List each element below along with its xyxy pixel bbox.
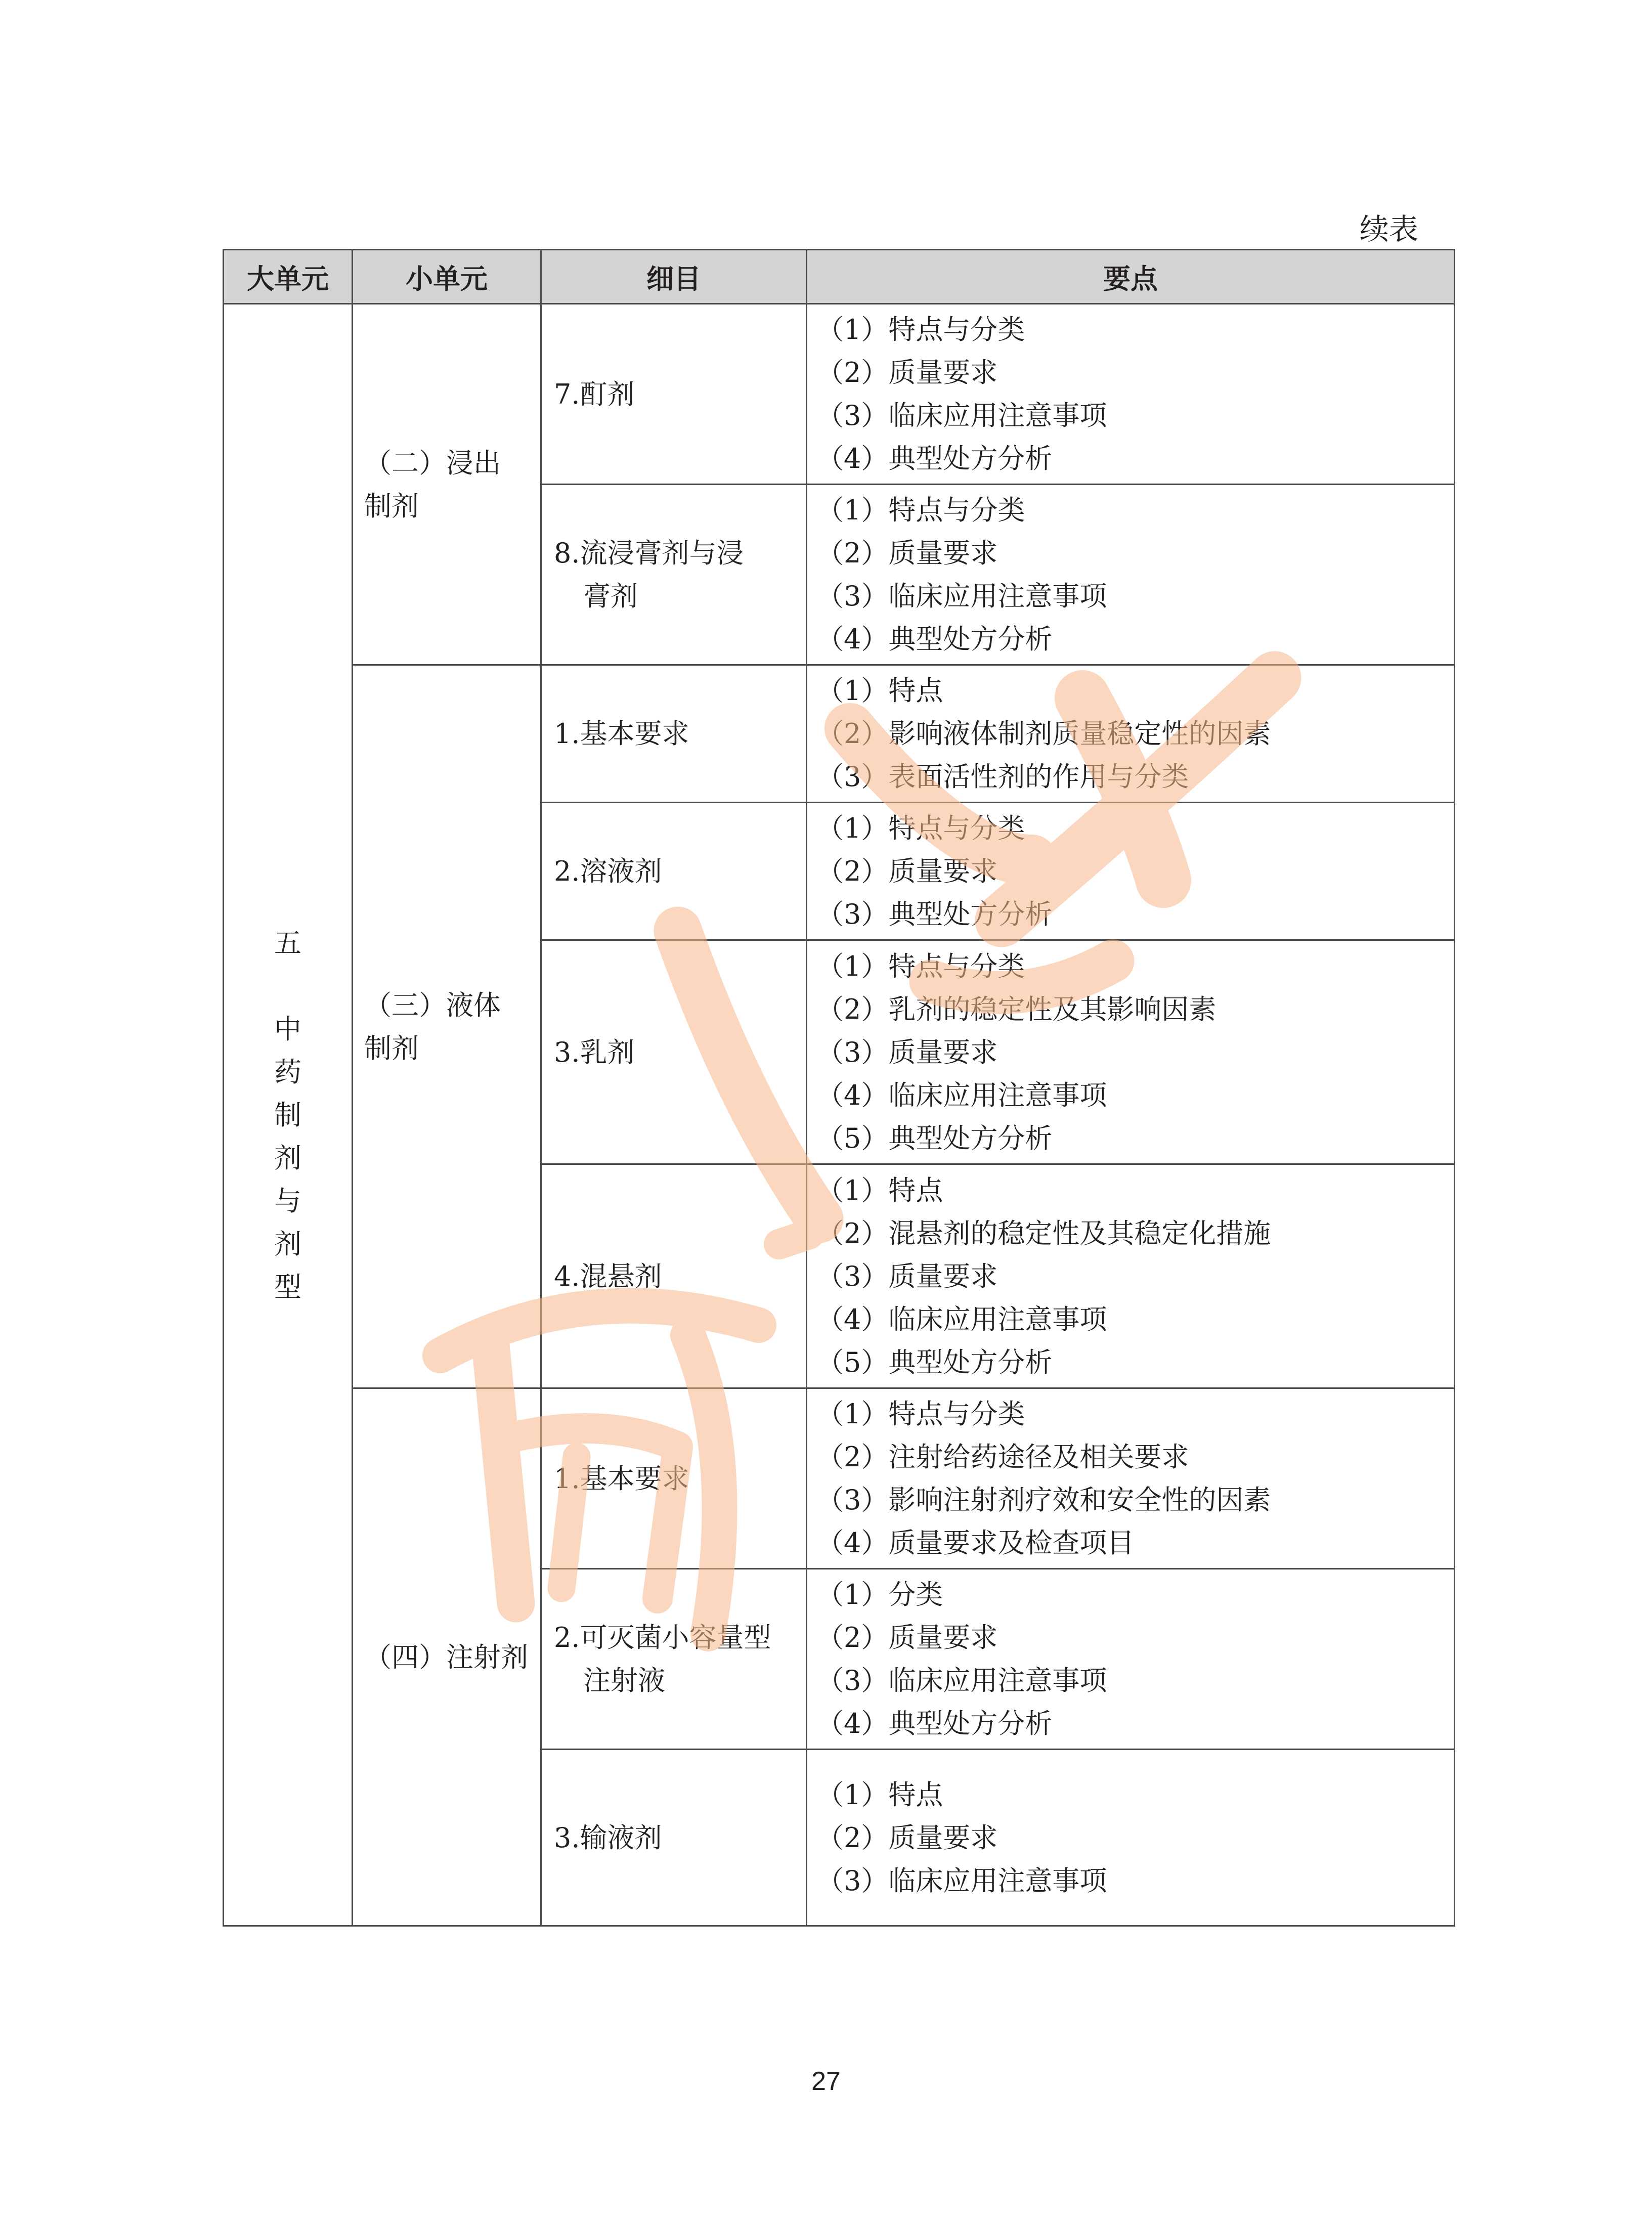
minor-unit-cell — [353, 665, 541, 1388]
detail-line: 注射液 — [583, 1665, 665, 1696]
key-point: （4）质量要求及检查项目 — [816, 1527, 1135, 1559]
key-point: （3）临床应用注意事项 — [816, 400, 1107, 431]
key-points-cell — [807, 1750, 1455, 1926]
key-point: （4）典型处方分析 — [816, 443, 1053, 474]
key-points-cell — [807, 1388, 1455, 1569]
key-point: （3）影响注射剂疗效和安全性的因素 — [816, 1484, 1271, 1516]
major-unit-title-char: 型 — [274, 1271, 301, 1303]
minor-unit-line: 制剂 — [364, 1032, 419, 1064]
minor-unit-line: （二）浸出 — [364, 447, 501, 479]
major-unit-title-char: 剂 — [274, 1228, 301, 1260]
detail-cell — [541, 304, 807, 485]
key-point: （3）表面活性剂的作用与分类 — [816, 761, 1189, 793]
major-unit-title-char: 与 — [274, 1185, 301, 1217]
detail-line: 8.流浸膏剂与浸 — [554, 537, 744, 569]
key-points-cell — [807, 304, 1455, 485]
page-number: 27 — [811, 2067, 841, 2096]
detail-cell — [541, 1750, 807, 1926]
header-minor-unit: 小单元 — [353, 250, 541, 304]
key-point: （5）典型处方分析 — [816, 1122, 1053, 1154]
detail-line: 3.乳剂 — [554, 1036, 635, 1068]
key-point: （2）质量要求 — [816, 537, 998, 569]
key-points-cell — [807, 940, 1455, 1164]
header-detail: 细目 — [541, 250, 807, 304]
detail-cell — [541, 803, 807, 940]
key-point: （1）分类 — [816, 1579, 943, 1610]
continuation-note: 续表 — [1359, 212, 1418, 246]
key-point: （4）典型处方分析 — [816, 1708, 1053, 1739]
key-point: （1）特点与分类 — [816, 494, 1025, 526]
minor-unit-line: （四）注射剂 — [364, 1641, 528, 1673]
detail-cell — [541, 1569, 807, 1750]
key-points-cell — [807, 1164, 1455, 1388]
minor-unit-cell — [353, 1388, 541, 1926]
key-point: （2）乳剂的稳定性及其影响因素 — [816, 993, 1216, 1025]
detail-line: 1.基本要求 — [554, 1462, 689, 1495]
major-unit-title-char: 中 — [274, 1013, 301, 1045]
key-point: （2）质量要求 — [816, 357, 998, 388]
key-point: （2）混悬剂的稳定性及其稳定化措施 — [816, 1217, 1271, 1249]
table-row — [224, 665, 1455, 803]
key-point: （2）质量要求 — [816, 1622, 998, 1653]
key-point: （1）特点与分类 — [816, 812, 1025, 844]
major-unit-title-char: 剂 — [274, 1142, 301, 1174]
key-points-cell — [807, 665, 1455, 803]
key-point: （4）典型处方分析 — [816, 623, 1053, 655]
key-point: （2）影响液体制剂质量稳定性的因素 — [816, 718, 1271, 750]
key-point: （4）临床应用注意事项 — [816, 1303, 1107, 1335]
key-points-cell — [807, 803, 1455, 940]
key-point: （3）质量要求 — [816, 1036, 998, 1068]
key-points-cell — [807, 485, 1455, 665]
detail-cell — [541, 940, 807, 1164]
key-point: （1）特点 — [816, 675, 943, 707]
key-point: （1）特点与分类 — [816, 950, 1025, 982]
key-point: （1）特点 — [816, 1174, 943, 1206]
detail-cell — [541, 1388, 807, 1569]
key-point: （3）临床应用注意事项 — [816, 1665, 1107, 1696]
key-points-cell — [807, 1569, 1455, 1750]
header-key-points: 要点 — [807, 250, 1455, 304]
detail-line: 4.混悬剂 — [554, 1260, 662, 1292]
minor-unit-line: 制剂 — [364, 490, 419, 522]
key-point: （1）特点与分类 — [816, 1398, 1025, 1430]
key-point: （2）注射给药途径及相关要求 — [816, 1441, 1189, 1473]
key-point: （5）典型处方分析 — [816, 1346, 1053, 1378]
key-point: （3）典型处方分析 — [816, 898, 1053, 930]
detail-line: 2.溶液剂 — [554, 855, 662, 887]
major-unit-cell — [224, 304, 353, 1926]
table-row — [224, 1388, 1455, 1569]
detail-line: 7.酊剂 — [554, 378, 635, 410]
key-point: （2）质量要求 — [816, 855, 998, 887]
syllabus-table — [223, 249, 1455, 1927]
detail-line: 3.输液剂 — [554, 1821, 662, 1854]
major-unit-title-char: 药 — [274, 1056, 301, 1088]
detail-line: 2.可灭菌小容量型 — [554, 1622, 771, 1653]
key-point: （4）临床应用注意事项 — [816, 1079, 1107, 1111]
key-point: （3）质量要求 — [816, 1260, 998, 1292]
header-major-unit: 大单元 — [224, 250, 353, 304]
key-point: （2）质量要求 — [816, 1821, 998, 1854]
major-unit-title-char: 制 — [274, 1099, 301, 1131]
detail-cell — [541, 1164, 807, 1388]
key-point: （1）特点 — [816, 1778, 943, 1811]
detail-line: 膏剂 — [583, 580, 638, 612]
minor-unit-cell — [353, 304, 541, 665]
major-unit-number: 五 — [274, 927, 301, 959]
key-point: （1）特点与分类 — [816, 314, 1025, 345]
table-header-row — [224, 250, 1455, 304]
table-row — [224, 304, 1455, 485]
key-point: （3）临床应用注意事项 — [816, 1864, 1107, 1897]
detail-line: 1.基本要求 — [554, 718, 689, 750]
key-point: （3）临床应用注意事项 — [816, 580, 1107, 612]
minor-unit-line: （三）液体 — [364, 989, 501, 1021]
detail-cell — [541, 665, 807, 803]
detail-cell — [541, 485, 807, 665]
